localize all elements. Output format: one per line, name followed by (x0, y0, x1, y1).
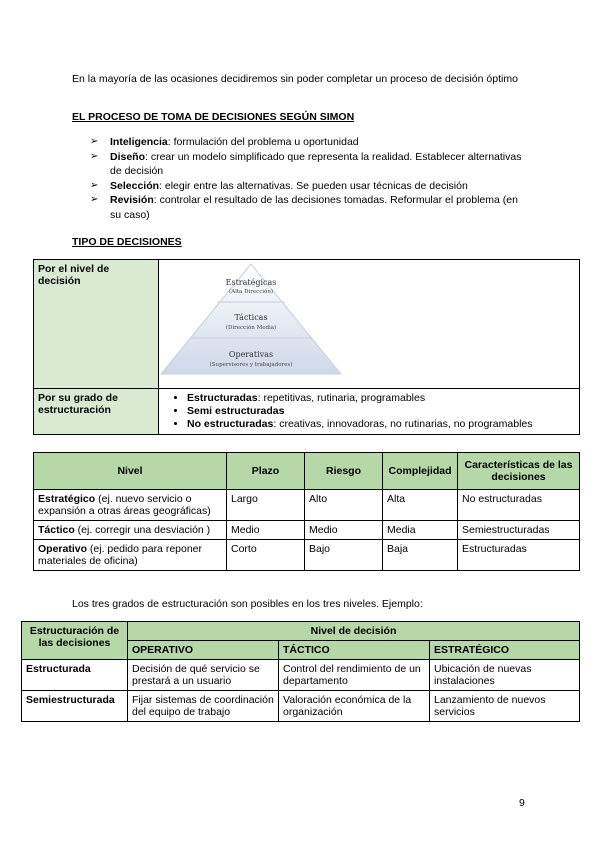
table-row (22, 691, 580, 722)
level-term: Estratégico (38, 493, 96, 505)
structuring-table (21, 621, 580, 722)
level-cell (34, 540, 227, 571)
plazo-cell: Largo (227, 490, 305, 521)
table-header-row (22, 622, 580, 641)
column-header: TÁCTICO (279, 641, 430, 660)
table-row (34, 389, 580, 435)
list-item (187, 405, 575, 418)
levels-table (33, 452, 580, 571)
list-item (90, 135, 530, 150)
plazo-cell: Corto (227, 540, 305, 571)
list-text: : crear un modelo simplificado que representa la realidad. Establecer alternativas de decisión (110, 150, 522, 177)
decision-types-table (33, 259, 580, 435)
pyramid-mid-label: Tácticas (234, 313, 268, 322)
column-header: Nivel (34, 453, 227, 490)
pyramid-top-sub: (Alta Dirección) (228, 289, 274, 295)
column-header: OPERATIVO (128, 641, 279, 660)
column-header: Características de las decisiones (458, 453, 580, 490)
pyramid-diagram (159, 260, 579, 386)
list-term: Selección (110, 179, 160, 192)
table-cell: Fijar sistemas de coordinación del equipo de trabajo (128, 691, 279, 722)
page-number: 9 (519, 797, 525, 809)
caract-cell: Estructuradas (458, 540, 580, 571)
pyramid-cell (159, 260, 580, 389)
pyramid-bottom-sub: (Supervisores y trabajadores) (209, 362, 293, 368)
list-item (90, 193, 530, 222)
table-header-row (34, 453, 580, 490)
row-label: Por su grado de estructuración (34, 389, 159, 435)
pyramid-bottom-label: Operativas (228, 350, 274, 359)
list-term: No estructuradas (187, 418, 274, 430)
table-row (22, 660, 580, 691)
level-desc: (ej. corregir una desviación ) (74, 524, 211, 536)
list-term: Estructuradas (187, 392, 258, 404)
plazo-cell: Medio (227, 521, 305, 540)
list-term: Revisión (110, 194, 154, 206)
intro-paragraph: En la mayoría de las ocasiones decidiremos sin poder completar un proceso de decisión óptimo (72, 73, 518, 85)
list-term: Inteligencia (110, 136, 168, 148)
table-row (34, 490, 580, 521)
level-cell (34, 521, 227, 540)
column-header: Complejidad (383, 453, 458, 490)
column-header: ESTRATÉGICO (430, 641, 580, 660)
list-item (90, 150, 530, 179)
note-text: Los tres grados de estructuración son posibles en los tres niveles. Ejemplo: (72, 598, 423, 610)
riesgo-cell: Medio (305, 521, 383, 540)
list-text: : repetitivas, rutinaria, programables (257, 392, 426, 404)
row-label: Estructurada (22, 660, 128, 691)
table-cell: Lanzamiento de nuevos servicios (430, 691, 580, 722)
table-cell: Control del rendimiento de un departamento (279, 660, 430, 691)
pyramid-top-label: Estratégicas (225, 278, 277, 287)
riesgo-cell: Bajo (305, 540, 383, 571)
list-item (187, 418, 575, 431)
complejidad-cell: Media (383, 521, 458, 540)
list-text: : formulación del problema u oportunidad (167, 136, 359, 148)
row-label: Por el nivel de decisión (34, 260, 159, 389)
list-text: : controlar el resultado de las decisiones tomadas. Reformular el problema (en su caso) (110, 194, 518, 221)
table-row (34, 521, 580, 540)
level-desc: (ej. pedido para reponer materiales de oficina) (38, 543, 203, 567)
structure-list (163, 392, 575, 431)
list-text: : creativas, innovadoras, no rutinarias, no programables (273, 418, 533, 430)
column-header: Plazo (227, 453, 305, 490)
list-item (90, 179, 530, 194)
group-header: Nivel de decisión (128, 622, 580, 641)
list-term: Diseño (110, 150, 146, 163)
level-cell (34, 490, 227, 521)
structure-cell (159, 389, 580, 435)
column-header: Riesgo (305, 453, 383, 490)
simon-list (90, 135, 530, 222)
level-desc: (ej. nuevo servicio o expansión a otras áreas geográficas) (38, 493, 211, 517)
simon-heading: EL PROCESO DE TOMA DE DECISIONES SEGÚN SIMON (72, 111, 355, 123)
tipo-heading: TIPO DE DECISIONES (72, 236, 182, 248)
table-row (34, 540, 580, 571)
level-term: Operativo (38, 543, 88, 555)
caract-cell: Semiestructuradas (458, 521, 580, 540)
pyramid-mid-sub: (Dirección Media) (225, 325, 277, 331)
table-row (34, 260, 580, 389)
complejidad-cell: Alta (383, 490, 458, 521)
caract-cell: No estructuradas (458, 490, 580, 521)
list-text: : elegir entre las alternativas. Se pueden usar técnicas de decisión (159, 179, 468, 192)
table-cell: Ubicación de nuevas instalaciones (430, 660, 580, 691)
list-item (187, 392, 575, 405)
table-cell: Decisión de qué servicio se prestará a un usuario (128, 660, 279, 691)
row-label: Semiestructurada (22, 691, 128, 722)
complejidad-cell: Baja (383, 540, 458, 571)
list-term: Semi estructuradas (187, 405, 285, 417)
corner-header: Estructuración de las decisiones (22, 622, 128, 660)
level-term: Táctico (38, 524, 75, 536)
table-cell: Valoración económica de la organización (279, 691, 430, 722)
riesgo-cell: Alto (305, 490, 383, 521)
